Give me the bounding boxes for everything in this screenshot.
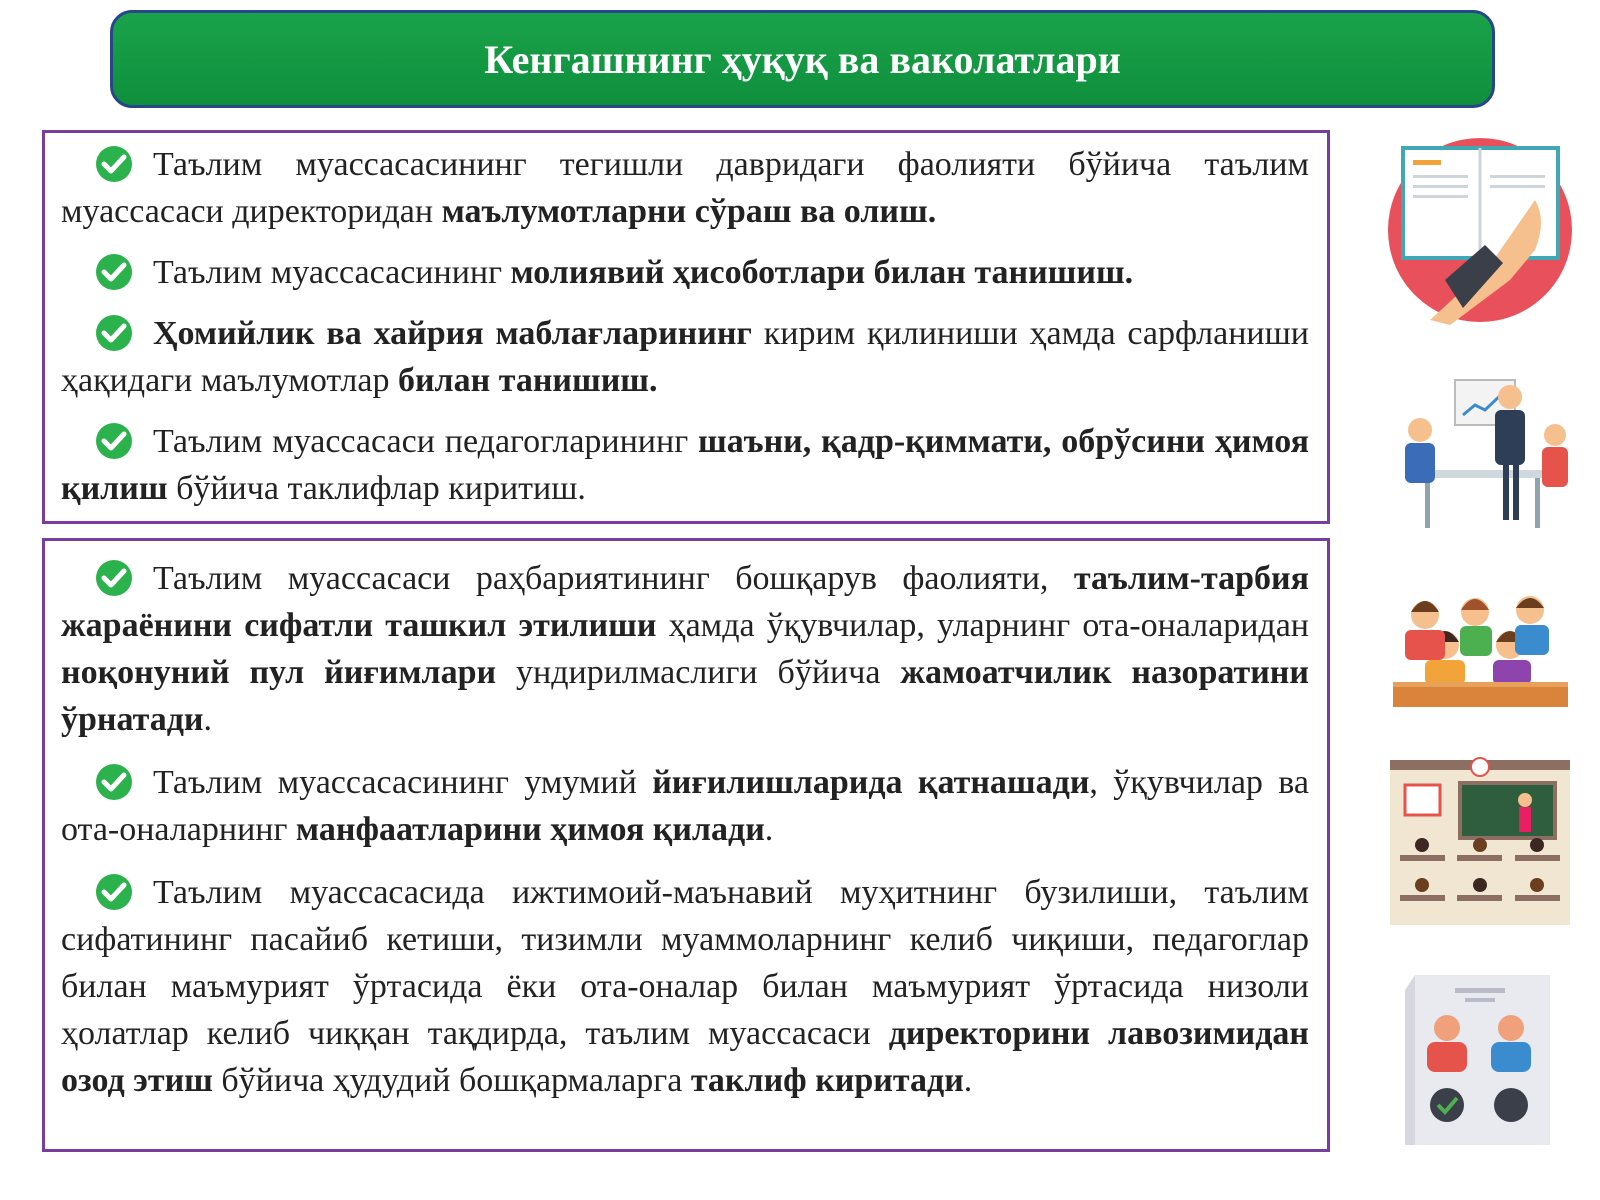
item-text-bold: ноқонуний пул йиғимлари xyxy=(61,654,497,691)
book-icon xyxy=(1385,130,1575,325)
item-text-bold: Ҳомийлик ва хайрия маблағларининг xyxy=(153,315,752,352)
rights-panel-top xyxy=(42,130,1330,524)
item-text: кирим қилиниши ҳамда сарфланиши ҳақидаги маълумотлар xyxy=(61,315,1309,399)
checkmark-icon xyxy=(95,314,133,352)
item-text: Таълим муассасасининг xyxy=(153,254,511,291)
checkmark-icon xyxy=(95,145,133,183)
rights-list-item xyxy=(61,249,1309,296)
item-text: Таълим муассасаси раҳбариятининг бошқарув фаолияти, xyxy=(153,560,1074,597)
rights-list-item xyxy=(61,555,1309,743)
item-text: . xyxy=(764,811,774,848)
item-text-bold: маълумотларни сўраш ва олиш. xyxy=(441,193,937,230)
item-text: Таълим муассасасининг умумий xyxy=(153,764,653,801)
item-text-bold: директорини лавозимидан озод этиш xyxy=(61,1015,1310,1099)
rights-list-item xyxy=(61,141,1309,235)
item-text: бўйича ҳудудий бошқармаларга xyxy=(212,1062,691,1099)
item-text: Таълим муассасасида ижтимоий-маънавий муҳитнинг бузилиши, таълим сифатининг пасайиб кетиши, тизимли муаммоларнинг келиб чиқиши, педагоглар билан маъмурият ўртасида ёки ота-оналар билан маъмурият ўртасида низоли ҳолатлар келиб чиққан тақдирда, таълим муассасаси xyxy=(61,874,1309,1052)
item-text-bold: таклиф киритади xyxy=(690,1062,964,1099)
item-text: . xyxy=(963,1062,973,1099)
item-text: Таълим муассасаси педагогларининг xyxy=(153,423,699,460)
item-text-bold: йиғилишларида қатнашади xyxy=(652,764,1090,801)
item-text: ундирилмаслиги бўйича xyxy=(496,654,901,691)
rights-panel-bottom xyxy=(42,538,1330,1152)
item-text-bold: шаъни, қадр-қиммати, обрўсини ҳимоя қилиш xyxy=(61,423,1309,507)
checkmark-icon xyxy=(95,559,133,597)
checkmark-icon xyxy=(95,763,133,801)
item-text-bold: жамоатчилик назоратини ўрнатади xyxy=(61,654,1309,738)
students-icon xyxy=(1385,590,1575,720)
checkmark-icon xyxy=(95,873,133,911)
item-text: ҳамда ўқувчилар, уларнинг ота-оналаридан xyxy=(656,607,1309,644)
item-text-bold: молиявий ҳисоботлари билан танишиш. xyxy=(510,254,1134,291)
item-text: бўйича таклифлар киритиш. xyxy=(167,470,586,507)
voting-icon xyxy=(1385,970,1575,1150)
item-text-bold: манфаатларини ҳимоя қилади xyxy=(295,811,765,848)
page-title: Кенгашнинг ҳуқуқ ва ваколатлари xyxy=(484,36,1121,82)
item-text-bold: таълим-тарбия жараёнини сифатли ташкил этилиши xyxy=(61,560,1309,644)
item-text: , ўқувчилар ва ота-оналарнинг xyxy=(61,764,1309,848)
rights-list-item xyxy=(61,310,1309,404)
rights-list-item xyxy=(61,869,1309,1104)
classroom-icon xyxy=(1385,755,1575,930)
title-banner xyxy=(110,10,1495,108)
checkmark-icon xyxy=(95,253,133,291)
item-text-bold: билан танишиш. xyxy=(397,362,658,399)
checkmark-icon xyxy=(95,422,133,460)
rights-list-item xyxy=(61,418,1309,512)
item-text: Таълим муассасасининг тегишли давридаги фаолияти бўйича таълим муассасаси директоридан xyxy=(61,146,1309,230)
item-text: . xyxy=(203,701,213,738)
meeting-icon xyxy=(1385,375,1575,545)
rights-list-item xyxy=(61,759,1309,853)
